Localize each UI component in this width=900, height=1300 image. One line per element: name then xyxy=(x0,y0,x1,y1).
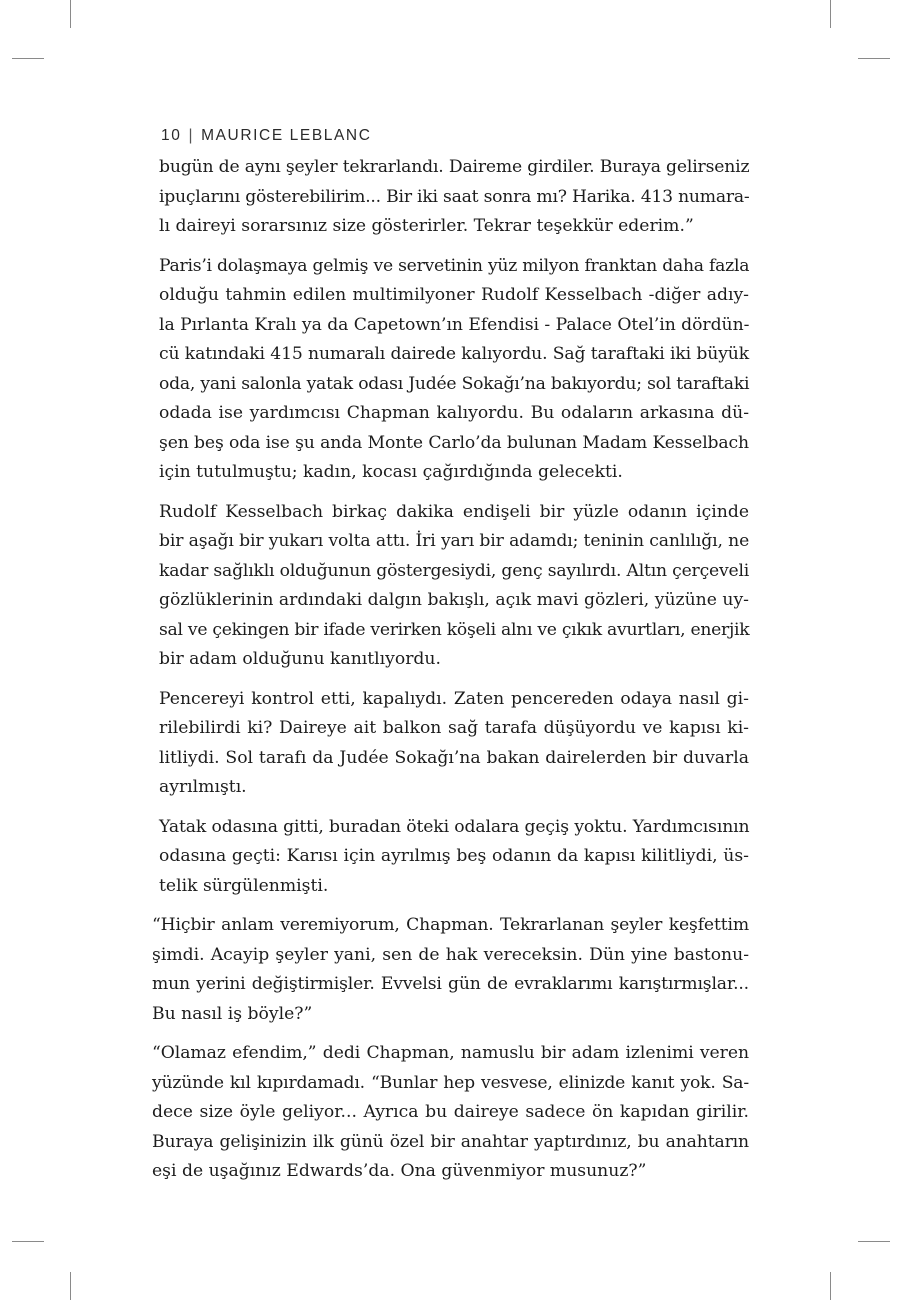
text-line: mun yerini değiştirmişler. Evvelsi gün de evraklarımı karıştırmışlar... xyxy=(152,974,749,994)
paragraph xyxy=(159,252,749,488)
author-name: MAURICE LEBLANC xyxy=(201,127,372,144)
body-text xyxy=(152,153,750,1197)
paragraph xyxy=(152,911,749,1029)
running-head xyxy=(161,127,372,145)
text-line: litliydi. Sol tarafı da Judée Sokağı’na bakan dairelerden bir duvarla xyxy=(159,747,749,768)
text-line: şimdi. Acayip şeyler yani, sen de hak vereceksin. Dün yine bastonu- xyxy=(152,944,749,965)
text-line: Yatak odasına gitti, buradan öteki odalara geçiş yoktu. Yardımcısının xyxy=(159,816,750,837)
text-line: Pencereyi kontrol etti, kapalıydı. Zaten pencereden odaya nasıl gi- xyxy=(159,688,749,709)
text-line: Paris’i dolaşmaya gelmiş ve servetinin yüz milyon franktan daha fazla xyxy=(159,255,750,276)
crop-mark-bottom-right-vertical xyxy=(830,1272,831,1300)
text-line: cü katındaki 415 numaralı dairede kalıyordu. Sağ taraftaki iki büyük xyxy=(159,344,749,364)
text-line: eşi de uşağınız Edwards’da. Ona güvenmiyor musunuz?” xyxy=(152,1161,647,1181)
text-line: bir adam olduğunu kanıtlıyordu. xyxy=(159,649,441,669)
text-line: dece size öyle geliyor... Ayrıca bu daireye sadece ön kapıdan girilir. xyxy=(152,1102,749,1122)
paragraph xyxy=(159,685,749,803)
text-line: için tutulmuştu; kadın, kocası çağırdığında gelecekti. xyxy=(159,462,623,482)
text-line: olduğu tahmin edilen multimilyoner Rudolf Kesselbach -diğer adıy- xyxy=(159,285,749,305)
text-line: oda, yani salonla yatak odası Judée Sokağı’na bakıyordu; sol taraftaki xyxy=(159,373,750,394)
text-line: Bu nasıl iş böyle?” xyxy=(152,1003,313,1024)
text-line: rilebilirdi ki? Daireye ait balkon sağ tarafa düşüyordu ve kapısı ki- xyxy=(159,718,749,738)
text-line: ayrılmıştı. xyxy=(159,777,247,797)
crop-mark-bottom-left-horizontal xyxy=(12,1241,44,1242)
page-number: 10 xyxy=(161,127,182,144)
text-line: “Hiçbir anlam veremiyorum, Chapman. Tekrarlanan şeyler keşfettim xyxy=(152,915,749,935)
header-separator: | xyxy=(188,127,195,144)
crop-mark-top-left-vertical xyxy=(70,0,71,28)
paragraph xyxy=(159,813,749,902)
text-line: la Pırlanta Kralı ya da Capetown’ın Efendisi - Palace Otel’in dördün- xyxy=(159,314,750,335)
text-line: Rudolf Kesselbach birkaç dakika endişeli bir yüzle odanın içinde xyxy=(159,501,749,522)
text-line: lı daireyi sorarsınız size gösterirler. Tekrar teşekkür ederim.” xyxy=(159,216,694,236)
text-line: bir aşağı bir yukarı volta attı. İri yarı bir adamdı; teninin canlılığı, ne xyxy=(159,531,750,551)
text-line: sal ve çekingen bir ifade verirken köşeli alnı ve çıkık avurtları, enerjik xyxy=(159,619,750,640)
crop-mark-top-left-horizontal xyxy=(12,58,44,59)
text-line: Buraya gelişinizin ilk günü özel bir anahtar yaptırdınız, bu anahtarın xyxy=(152,1131,749,1152)
paragraph xyxy=(159,153,749,242)
text-line: “Olamaz efendim,” dedi Chapman, namuslu bir adam izlenimi veren xyxy=(152,1043,749,1063)
paragraph xyxy=(152,1039,749,1187)
crop-mark-bottom-right-horizontal xyxy=(858,1241,890,1242)
text-line: telik sürgülenmişti. xyxy=(159,875,329,896)
paragraph xyxy=(159,498,749,675)
text-line: gözlüklerinin ardındaki dalgın bakışlı, açık mavi gözleri, yüzüne uy- xyxy=(159,590,749,610)
text-line: odasına geçti: Karısı için ayrılmış beş odanın da kapısı kilitliydi, üs- xyxy=(159,846,749,866)
text-line: ipuçlarını gösterebilirim... Bir iki saat sonra mı? Harika. 413 numara- xyxy=(159,186,750,207)
text-line: odada ise yardımcısı Chapman kalıyordu. Bu odaların arkasına dü- xyxy=(159,403,749,423)
crop-mark-top-right-horizontal xyxy=(858,58,890,59)
text-line: kadar sağlıklı olduğunun göstergesiydi, genç sayılırdı. Altın çerçeveli xyxy=(159,560,750,581)
crop-mark-top-right-vertical xyxy=(830,0,831,28)
text-line: yüzünde kıl kıpırdamadı. “Bunlar hep vesvese, elinizde kanıt yok. Sa- xyxy=(152,1072,749,1093)
crop-mark-bottom-left-vertical xyxy=(70,1272,71,1300)
text-line: şen beş oda ise şu anda Monte Carlo’da bulunan Madam Kesselbach xyxy=(159,432,749,453)
text-line: bugün de aynı şeyler tekrarlandı. Daireme girdiler. Buraya gelirseniz xyxy=(159,157,750,177)
